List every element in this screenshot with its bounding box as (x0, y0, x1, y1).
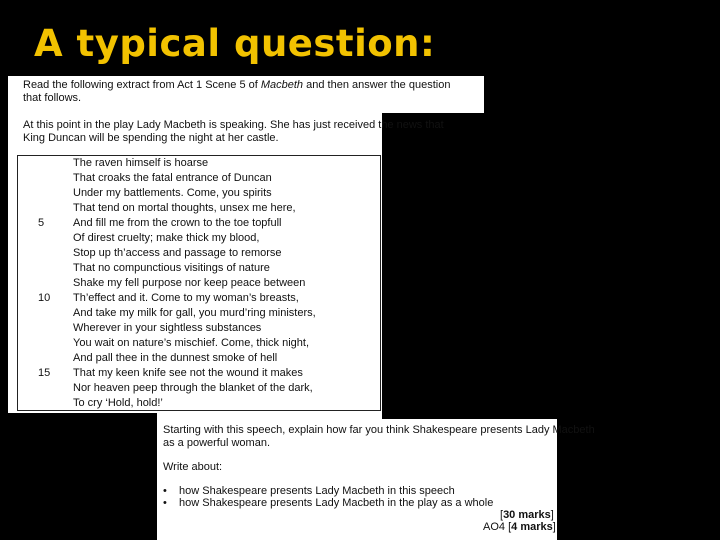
question-line1: Starting with this speech, explain how far you think Shakespeare presents Lady Macbeth (163, 424, 595, 436)
line-number: 10 (38, 292, 51, 304)
poem-line: Th’effect and it. Come to my woman’s breasts, (73, 292, 299, 304)
bullet-text: how Shakespeare presents Lady Macbeth in this speech (179, 485, 455, 497)
intro-line1-pre: Read the following extract from Act 1 Scene 5 of (23, 79, 261, 91)
poem-line: That tend on mortal thoughts, unsex me here, (73, 202, 296, 214)
question-line2: as a powerful woman. (163, 437, 270, 449)
poem-line: Shake my fell purpose nor keep peace between (73, 277, 306, 289)
slide-right-top (484, 76, 720, 113)
ao4-open: [ (508, 521, 512, 533)
slide-title: A typical question: (34, 22, 436, 65)
ao4-label: AO4 (483, 521, 509, 533)
total-marks-close: ] (550, 509, 554, 521)
context-line1: At this point in the play Lady Macbeth is speaking. She has just received the news that (23, 119, 444, 131)
poem-line: Stop up th’access and passage to remorse (73, 247, 282, 259)
play-title: Macbeth (260, 79, 304, 91)
poem-line: You wait on nature’s mischief. Come, thick night, (73, 337, 310, 349)
slide-bottom-left (8, 413, 157, 540)
extract-box (17, 155, 381, 411)
write-about-label: Write about: (163, 461, 223, 473)
line-number: 5 (38, 217, 45, 229)
poem-line: And take my milk for gall, you murd’ring ministers, (73, 307, 316, 319)
intro-line2: that follows. (23, 92, 82, 104)
question-text (163, 424, 595, 450)
poem-line: That no compunctious visitings of nature (73, 262, 270, 274)
ao4-close: ] (552, 521, 556, 533)
poem-line: To cry ‘Hold, hold!’ (73, 397, 163, 409)
total-marks-value: 30 marks (503, 509, 551, 521)
poem-line: That my keen knife see not the wound it makes (73, 367, 303, 379)
context-text (23, 119, 444, 145)
poem-line: Nor heaven peep through the blanket of the dark, (73, 382, 313, 394)
slide-right-block (382, 113, 720, 419)
total-marks-open: [ (500, 509, 504, 521)
intro-text (23, 79, 450, 105)
poem-line: And fill me from the crown to the toe topfull (73, 217, 282, 229)
bullet-icon: • (163, 497, 167, 509)
intro-line1-post: and then answer the question (303, 79, 451, 91)
ao4-value: 4 marks (511, 521, 553, 533)
bullet-text: how Shakespeare presents Lady Macbeth in the play as a whole (179, 497, 494, 509)
poem-line: The raven himself is hoarse (73, 157, 209, 169)
bullet-item (163, 497, 493, 509)
bullet-item (163, 485, 455, 497)
poem-line: Wherever in your sightless substances (73, 322, 262, 334)
context-line2: King Duncan will be spending the night at her castle. (23, 132, 279, 144)
ao4-marks (483, 521, 556, 533)
slide-left-band (0, 76, 8, 540)
total-marks (500, 509, 554, 521)
poem-line: That croaks the fatal entrance of Duncan (73, 172, 272, 184)
poem-line: Under my battlements. Come, you spirits (73, 187, 272, 199)
line-number: 15 (38, 367, 51, 379)
bullet-icon: • (163, 485, 167, 497)
poem-line: Of direst cruelty; make thick my blood, (73, 232, 260, 244)
poem-line: And pall thee in the dunnest smoke of hell (73, 352, 278, 364)
